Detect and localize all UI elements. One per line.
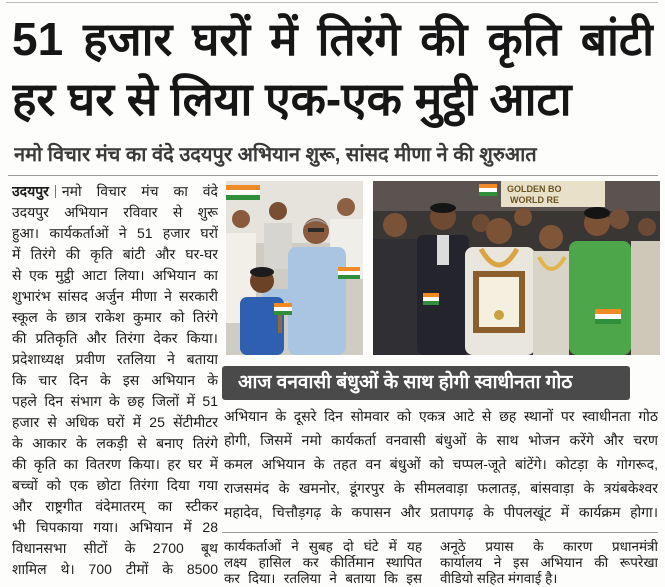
person-head xyxy=(337,198,355,216)
person-head xyxy=(514,208,532,226)
story-line: और राष्ट्रगीत वंदेमातरम् का स्टीकर xyxy=(12,498,218,514)
flag-green-band xyxy=(274,311,292,315)
story-line: की कृति का वितरण किया। हर घर में xyxy=(12,456,218,472)
story-line: प्रदेशाध्यक्ष प्रवीण रतलिया ने बताया xyxy=(12,351,218,367)
flag-saffron-band xyxy=(423,293,439,297)
photo-2-shapes xyxy=(373,181,660,355)
flag-green-band xyxy=(338,275,360,279)
story-line-text: नमो विचार मंच का वंदे xyxy=(61,183,218,199)
photo-flag-handover xyxy=(226,181,363,355)
story-line: हजार से अधिक घरों में 25 सेंटीमीटर xyxy=(12,414,218,430)
flag-white-band xyxy=(274,307,292,311)
flag-white-band xyxy=(226,190,260,195)
person-body xyxy=(373,239,419,355)
continuation-line: कार्यकर्ताओं ने सुबह दो घंटे में यह xyxy=(224,539,422,554)
side-story-heading: आज वनवासी बंधुओं के साथ होगी स्वाधीनता गोठ xyxy=(222,366,630,400)
story-line: हुआ। कार्यकर्ताओं ने 51 हजार घरों xyxy=(12,225,218,241)
photo-1-illustration xyxy=(226,181,363,355)
section-divider xyxy=(8,175,658,176)
person-head xyxy=(383,213,407,237)
story-line: भी चिपकाया गया। अभियान में 28 xyxy=(12,519,218,535)
headline-line-1: 51 हजार घरों में तिरंगे की कृति बांटी xyxy=(12,13,654,65)
flag-green-band xyxy=(479,192,497,196)
flag-white-band xyxy=(338,271,360,275)
continuation-line: कर दिया। रतलिया ने बताया कि इस xyxy=(224,571,422,586)
story-line: में तिरंगे की कृति बांटी और घर-घर xyxy=(12,246,218,262)
side-story-line: होगी, जिसमें नमो कार्यकर्ता वनवासी बंधुओं के साथ भोजन करेंगे और चरण xyxy=(224,432,658,448)
person-body xyxy=(264,223,292,269)
main-story-column xyxy=(12,181,218,580)
photo-2-illustration xyxy=(373,181,660,355)
flag-saffron-band xyxy=(274,303,292,307)
person-head xyxy=(269,202,287,220)
story-line: बच्चों को एक छोटा तिरंगा दिया गया xyxy=(12,477,218,493)
side-story-line: कमल अभियान के तहत वन बंधुओं को चप्पल-जूते बांटेंगे। कोटड़ा के गोगरूद, xyxy=(224,456,658,472)
person-body xyxy=(533,251,569,355)
flag-white-band xyxy=(479,188,497,192)
photo-1-shapes xyxy=(226,181,363,355)
side-story-body xyxy=(224,404,658,524)
story-line: से एक मुट्ठी आटा लिया। अभियान का xyxy=(12,267,218,283)
man-shirt xyxy=(288,247,346,355)
side-story-line: राजसमंद के खमनोर, डूंगरपुर के सीमलवाड़ा फलातड़, बांसवाड़ा के त्रयंबकेश्वर xyxy=(224,480,658,496)
subheadline: नमो विचार मंच का वंदे उदयपुर अभियान शुरू, सांसद मीणा ने की शुरुआत xyxy=(14,144,537,166)
flag-green-band xyxy=(423,301,439,305)
story-line: कि चार दिन के इस अभियान के xyxy=(12,372,218,388)
side-story-divider xyxy=(222,532,658,533)
award-banner-text: WORLD RE xyxy=(510,195,559,205)
flag-saffron-band xyxy=(479,184,497,188)
continuation-column-right xyxy=(440,539,658,587)
person-hair xyxy=(584,207,610,219)
flag-green-band xyxy=(226,195,260,200)
story-line: विधानसभा सीटों के 2700 बूथ xyxy=(12,540,218,556)
story-line xyxy=(12,181,218,202)
side-story-line: अभियान के दूसरे दिन सोमवार को एकत्र आटे से छह स्थानों पर स्वाधीनता गोठ xyxy=(224,408,658,424)
headline-line-2: हर घर से लिया एक-एक मुट्ठी आटा xyxy=(12,73,572,125)
continuation-column-left xyxy=(224,539,422,587)
story-line: शामिल थे। 700 टीमों के 8500 xyxy=(12,561,218,577)
dateline: उदयपुर xyxy=(12,183,49,199)
continuation-line: अनूठे प्रयास के कारण प्रधानमंत्री xyxy=(440,539,658,554)
man-glasses xyxy=(308,228,324,232)
flag-saffron-band xyxy=(595,309,621,314)
story-line: शुभारंभ सांसद अर्जुन मीणा ने सरकारी xyxy=(12,288,218,304)
continuation-line: कार्यालय ने इस अभियान की रूपरेखा xyxy=(440,555,658,570)
certificate-seal xyxy=(494,310,504,320)
story-line: पहले दिन संभाग के छह जिलों में 51 xyxy=(12,393,218,409)
flag-green-band xyxy=(595,319,621,324)
story-line: की प्रतिकृति और तिरंगा देकर किया। xyxy=(12,330,218,346)
green-tshirt xyxy=(569,241,631,355)
story-line: उदयपुर अभियान रविवार से शुरू xyxy=(12,204,218,220)
photo-award-group xyxy=(373,181,660,355)
person-head xyxy=(486,218,512,244)
person-head xyxy=(232,210,250,228)
dateline-separator xyxy=(55,185,56,198)
continuation-line: वीडियो सहित मंगवाई है। xyxy=(440,571,558,586)
flag-white-band xyxy=(423,297,439,301)
person-head xyxy=(638,218,656,236)
shirt-collar xyxy=(437,235,449,265)
award-banner-text: GOLDEN BO xyxy=(507,184,562,194)
continuation-line: लक्ष्य हासिल कर कीर्तिमान स्थापित xyxy=(224,555,422,570)
top-rule xyxy=(6,2,658,3)
side-story-line: महादेव, चित्तौड़गढ़ के कपासन और प्रतापगढ़ के पीपलखूंट में कार्यक्रम होगा। xyxy=(224,504,658,520)
person-head xyxy=(539,225,563,249)
flag-saffron-band xyxy=(338,267,360,271)
wooden-flag-stand xyxy=(278,315,282,333)
boy-hair xyxy=(250,267,274,277)
person-body xyxy=(631,241,660,355)
flag-saffron-band xyxy=(226,185,260,190)
person-hair xyxy=(430,203,456,213)
story-line: के आकार के लकड़ी से बनाए तिरंगे xyxy=(12,435,218,451)
person-head xyxy=(609,209,629,229)
story-line: स्कूल के छात्र राकेश कुमार को तिरंगे xyxy=(12,309,218,325)
flag-white-band xyxy=(595,314,621,319)
